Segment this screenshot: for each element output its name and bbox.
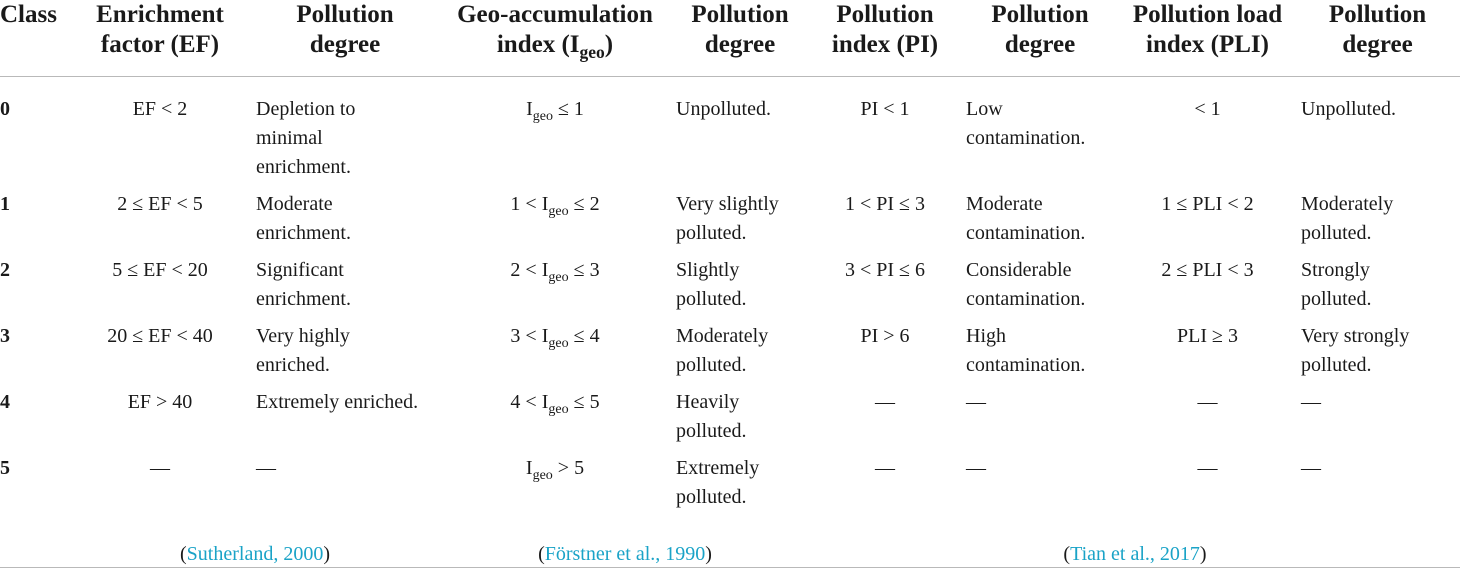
- header-pli-pollution-degree: Pollution degree: [1295, 0, 1460, 77]
- ef-degree-cell: —: [256, 457, 276, 479]
- pi-cell: —: [875, 391, 895, 413]
- igeo-degree-cell: Moderately polluted.: [676, 325, 769, 376]
- ef-cell: EF < 2: [132, 98, 188, 120]
- pi-degree-cell: —: [966, 391, 986, 413]
- header-ef-pollution-degree: Pollution degree: [250, 0, 440, 77]
- pi-cell: PI < 1: [860, 98, 910, 120]
- table-bottom-rule: [0, 567, 1460, 568]
- pi-degree-cell: —: [966, 457, 986, 479]
- pi-cell: PI > 6: [860, 325, 910, 347]
- pi-cell: 3 < PI ≤ 6: [844, 259, 926, 281]
- class-cell: 1: [0, 193, 10, 215]
- pli-degree-cell: —: [1301, 391, 1321, 413]
- pli-degree-cell: —: [1301, 457, 1321, 479]
- table-row: [0, 256, 1460, 322]
- pi-cell: —: [875, 457, 895, 479]
- header-pi-pollution-degree: Pollution degree: [960, 0, 1120, 77]
- table-row: [0, 388, 1460, 454]
- table-row: [0, 322, 1460, 388]
- igeo-reference-cell: (Förstner et al., 1990): [538, 542, 712, 565]
- ef-degree-cell: Significant enrichment.: [256, 259, 351, 310]
- header-class: Class: [0, 0, 70, 77]
- igeo-cell: $2 < I_{geo} \le 3$: [510, 259, 600, 285]
- header-row: [0, 0, 1460, 77]
- igeo-reference-link[interactable]: Förstner et al., 1990: [544, 542, 706, 565]
- class-cell: 4: [0, 391, 10, 413]
- header-geo-accumulation-index: Geo-accumulation index $(I_{geo})$: [440, 0, 670, 77]
- ef-reference-link[interactable]: Sutherland, 2000: [186, 542, 324, 565]
- igeo-degree-cell: Very slightly polluted.: [676, 193, 779, 244]
- ef-degree-cell: Very highly enriched.: [256, 325, 350, 376]
- pli-cell: 2 ≤ PLI < 3: [1161, 259, 1254, 281]
- pli-cell: < 1: [1194, 98, 1221, 120]
- igeo-degree-cell: Unpolluted.: [676, 98, 771, 120]
- pli-cell: PLI ≥ 3: [1177, 325, 1238, 347]
- class-cell: 5: [0, 457, 10, 479]
- ef-reference-cell: (Sutherland, 2000): [180, 542, 330, 565]
- pi-degree-cell: Low contamination.: [966, 98, 1086, 149]
- ef-cell: 5 ≤ EF < 20: [112, 259, 208, 281]
- ef-cell: EF > 40: [127, 391, 193, 413]
- spacer-row: [0, 77, 1460, 96]
- class-cell: 3: [0, 325, 10, 347]
- table-row: [0, 95, 1460, 190]
- class-cell: 2: [0, 259, 10, 281]
- references-empty-cell: [0, 520, 70, 588]
- class-cell: 0: [0, 98, 10, 120]
- igeo-cell: $I_{geo} > 5$: [525, 457, 585, 483]
- pli-reference-cell: (Tian et al., 2017): [1063, 542, 1207, 565]
- igeo-cell: $3 < I_{geo} \le 4$: [510, 325, 600, 351]
- table-row: [0, 190, 1460, 256]
- ef-degree-cell: Extremely enriched.: [256, 391, 419, 413]
- igeo-degree-cell: Slightly polluted.: [676, 259, 747, 310]
- ef-degree-cell: Moderate enrichment.: [256, 193, 351, 244]
- ef-degree-cell: Depletion to minimal enrichment.: [256, 98, 356, 178]
- header-enrichment-factor: Enrichment factor (EF): [70, 0, 250, 77]
- ef-cell: 20 ≤ EF < 40: [107, 325, 213, 347]
- pli-degree-cell: Moderately polluted.: [1301, 193, 1394, 244]
- references-row: [0, 520, 1460, 588]
- igeo-cell: $1 < I_{geo} \le 2$: [510, 193, 600, 219]
- table-row: [0, 454, 1460, 520]
- ef-cell: —: [150, 457, 170, 479]
- pli-degree-cell: Very strongly polluted.: [1301, 325, 1410, 376]
- pli-cell: —: [1197, 457, 1218, 479]
- pli-degree-cell: Strongly polluted.: [1301, 259, 1372, 310]
- igeo-cell: $4 < I_{geo} \le 5$: [510, 391, 600, 417]
- header-pollution-index: Pollution index (PI): [810, 0, 960, 77]
- pi-degree-cell: Considerable contamination.: [966, 259, 1086, 310]
- ef-cell: 2 ≤ EF < 5: [117, 193, 203, 215]
- pi-degree-cell: Moderate contamination.: [966, 193, 1086, 244]
- header-igeo-pollution-degree: Pollution degree: [670, 0, 810, 77]
- igeo-degree-cell: Heavily polluted.: [676, 391, 747, 442]
- pi-cell: 1 < PI ≤ 3: [844, 193, 926, 215]
- header-pollution-load-index: Pollution load index (PLI): [1120, 0, 1295, 77]
- pli-degree-cell: Unpolluted.: [1301, 98, 1396, 120]
- pli-cell: —: [1197, 391, 1218, 413]
- pli-cell: 1 ≤ PLI < 2: [1161, 193, 1254, 215]
- igeo-cell: $I_{geo} \le 1$: [526, 98, 584, 124]
- igeo-degree-cell: Extremely polluted.: [676, 457, 760, 508]
- pli-reference-link[interactable]: Tian et al., 2017: [1070, 542, 1200, 565]
- pi-degree-cell: High contamination.: [966, 325, 1086, 376]
